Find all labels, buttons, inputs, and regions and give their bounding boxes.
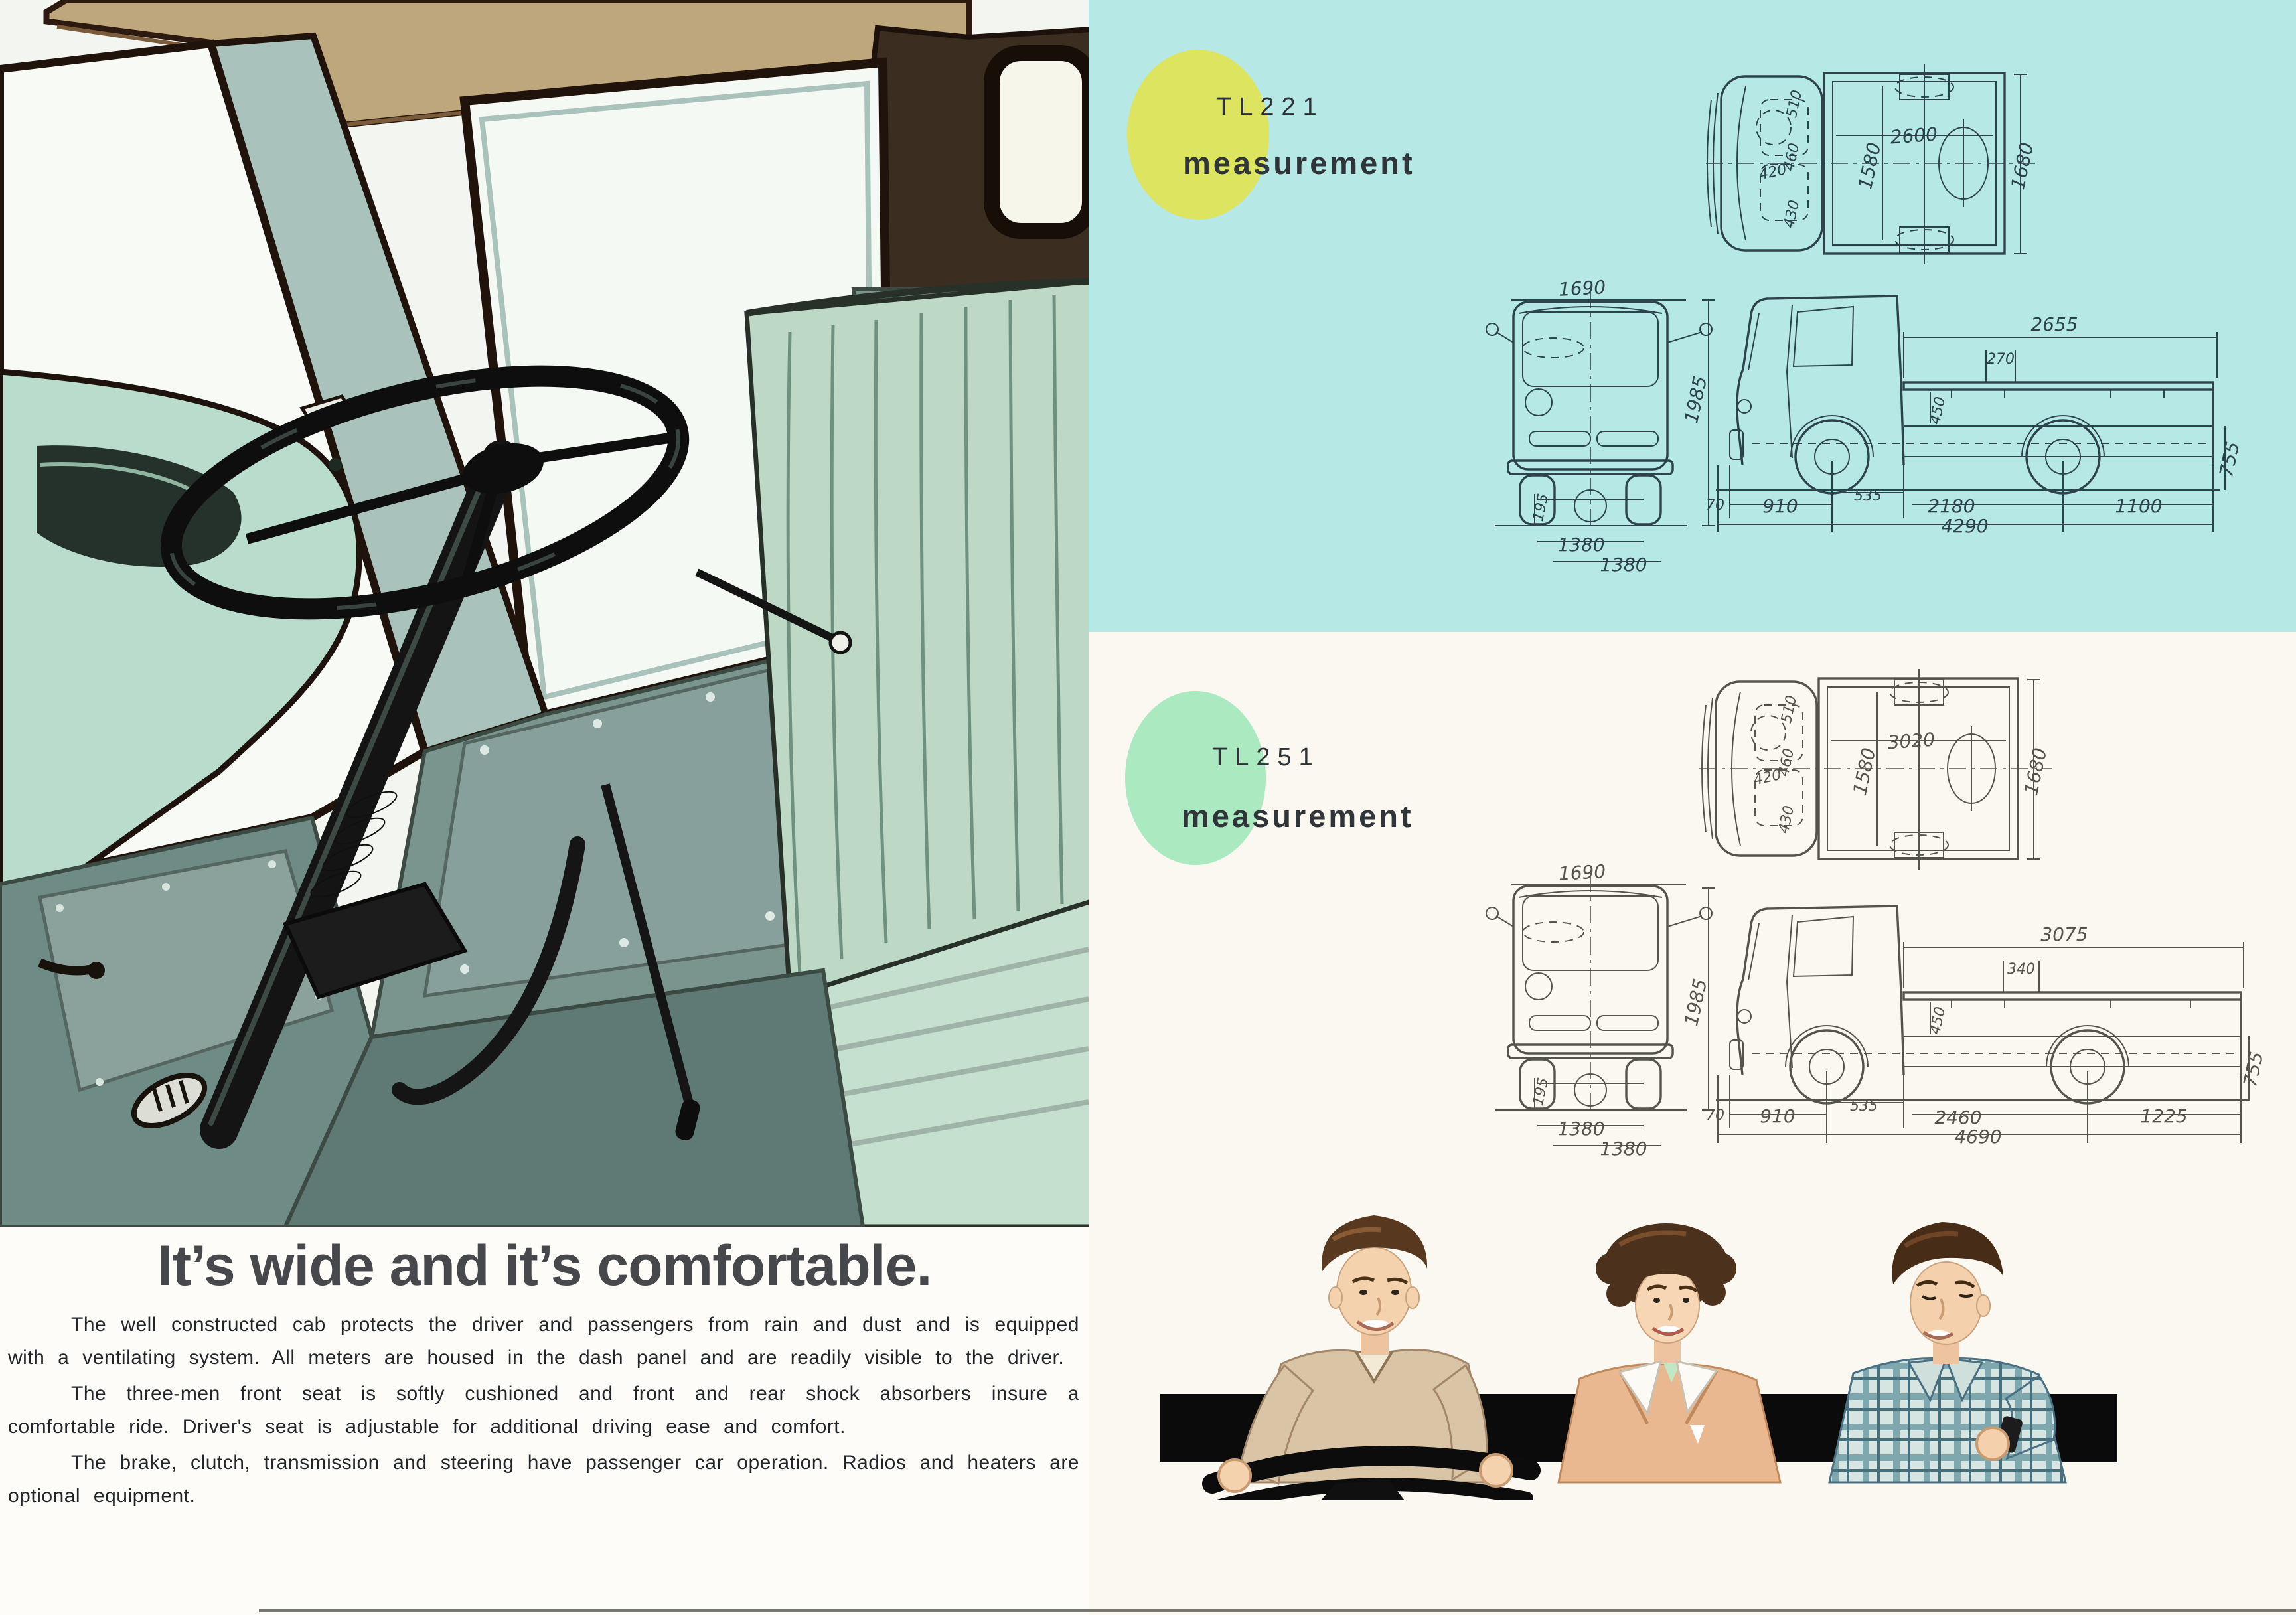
dim-tl251-front-track: 1380 bbox=[1557, 1118, 1605, 1140]
dim-tl221-seat-510: 510 bbox=[1784, 88, 1806, 119]
dim-tl221-axle-to-cab: 535 bbox=[1854, 488, 1882, 504]
dim-tl221-wheelbase: 2180 bbox=[1928, 495, 1975, 517]
dim-tl251-wheelbase: 2460 bbox=[1934, 1107, 1982, 1128]
dim-tl251-front-overhang: 70 bbox=[1706, 1107, 1724, 1124]
tl221-drawings bbox=[1089, 0, 2296, 632]
man-figure bbox=[1829, 1222, 2066, 1482]
dim-tl251-ground-clearance: 195 bbox=[1530, 1076, 1553, 1107]
dim-tl221-seat-430: 430 bbox=[1781, 198, 1803, 230]
dim-tl251-bumper-to-axle: 910 bbox=[1760, 1105, 1796, 1127]
dim-tl221-front-width: 1690 bbox=[1558, 276, 1606, 301]
article bbox=[0, 1227, 1089, 1615]
dim-tl251-loading-height: 755 bbox=[2239, 1049, 2268, 1089]
dim-tl251-rear-track: 1380 bbox=[1600, 1138, 1647, 1160]
dim-tl221-bed-depth: 450 bbox=[1927, 395, 1950, 426]
dim-tl221-loading-height: 755 bbox=[2215, 439, 2244, 479]
dim-tl251-bed-offset: 340 bbox=[2007, 961, 2035, 978]
tl221-side-view bbox=[1680, 296, 2244, 537]
three-passengers-illustration bbox=[1155, 1205, 2164, 1500]
tl221-model-label: TL221 bbox=[1216, 93, 1324, 121]
dim-tl251-seat-420: 420 bbox=[1752, 767, 1783, 789]
dim-tl221-side-bed-length: 2655 bbox=[2030, 313, 2078, 335]
dim-tl251-front-width: 1690 bbox=[1558, 860, 1606, 885]
dim-tl251-bed-length: 3020 bbox=[1886, 728, 1936, 754]
tl221-top-view bbox=[1706, 64, 2039, 264]
cab-interior-illustration bbox=[0, 0, 1091, 1227]
dim-tl221-seat-460: 460 bbox=[1781, 141, 1803, 173]
tl221-front-view bbox=[1486, 276, 1712, 576]
dim-tl251-rear-overhang: 1225 bbox=[2140, 1105, 2188, 1127]
article-headline: It’s wide and it’s comfortable. bbox=[157, 1234, 932, 1298]
man-hand bbox=[1977, 1428, 2009, 1460]
dim-tl221-rear-overhang: 1100 bbox=[2115, 495, 2163, 517]
dim-tl221-bed-inner-width: 1580 bbox=[1854, 140, 1886, 192]
tl221-measurement-panel bbox=[1089, 0, 2296, 632]
tl251-measurement-label: measurement bbox=[1182, 799, 1414, 834]
dim-tl221-bumper-to-axle: 910 bbox=[1762, 495, 1798, 517]
tl251-model-label: TL251 bbox=[1212, 743, 1320, 771]
dim-tl221-seat-420: 420 bbox=[1757, 161, 1788, 184]
cab-interior-art bbox=[0, 0, 1091, 1227]
dim-tl251-bed-depth: 450 bbox=[1927, 1005, 1950, 1036]
dim-tl251-side-bed-length: 3075 bbox=[2040, 923, 2088, 945]
article-paragraph-3: The brake, clutch, transmission and steering have passenger car operation. Radios and heaters are optional equipment. bbox=[8, 1452, 1079, 1507]
dim-tl221-overall-height: 1985 bbox=[1680, 374, 1712, 425]
tl251-side-view bbox=[1680, 888, 2267, 1148]
dim-tl251-seat-460: 460 bbox=[1776, 747, 1798, 778]
tl251-front-view bbox=[1486, 860, 1712, 1160]
dim-tl251-bed-inner-width: 1580 bbox=[1849, 745, 1880, 797]
dim-tl251-seat-430: 430 bbox=[1776, 804, 1798, 835]
dim-tl221-bed-offset: 270 bbox=[1987, 351, 2015, 368]
dim-tl221-ground-clearance: 195 bbox=[1530, 492, 1553, 523]
dim-tl221-rear-track: 1380 bbox=[1600, 554, 1647, 576]
dim-tl251-overall-length: 4690 bbox=[1954, 1126, 2002, 1148]
driver-left-hand bbox=[1219, 1460, 1251, 1492]
dim-tl251-overall-width: 1680 bbox=[2020, 745, 2052, 797]
dim-tl221-bed-length: 2600 bbox=[1889, 123, 1939, 149]
driver-right-hand bbox=[1480, 1454, 1512, 1486]
dim-tl251-overall-height: 1985 bbox=[1680, 976, 1712, 1028]
tl221-measurement-label: measurement bbox=[1183, 145, 1415, 181]
dim-tl251-seat-510: 510 bbox=[1778, 694, 1801, 725]
article-paragraph-2: The three-men front seat is softly cushioned and front and rear shock absorbers insure a comfortable ride. Driver's seat is adjustable for additional driving ease and comfort. bbox=[8, 1383, 1079, 1438]
dim-tl251-axle-to-cab: 535 bbox=[1850, 1098, 1878, 1115]
dim-tl221-front-overhang: 70 bbox=[1706, 497, 1724, 514]
dim-tl221-overall-length: 4290 bbox=[1941, 515, 1989, 537]
tl251-top-view bbox=[1699, 669, 2052, 870]
woman-figure bbox=[1559, 1223, 1780, 1482]
page-bottom-scan-edge bbox=[259, 1609, 2296, 1612]
dim-tl221-front-track: 1380 bbox=[1557, 534, 1605, 556]
article-paragraph-1: The well constructed cab protects the driver and passengers from rain and dust and is equipped with a ventilating system. All meters are housed in the dash panel and are readily visible to the driver. bbox=[8, 1314, 1079, 1369]
dim-tl221-overall-width: 1680 bbox=[2007, 140, 2038, 192]
driver-figure bbox=[1199, 1215, 1531, 1500]
